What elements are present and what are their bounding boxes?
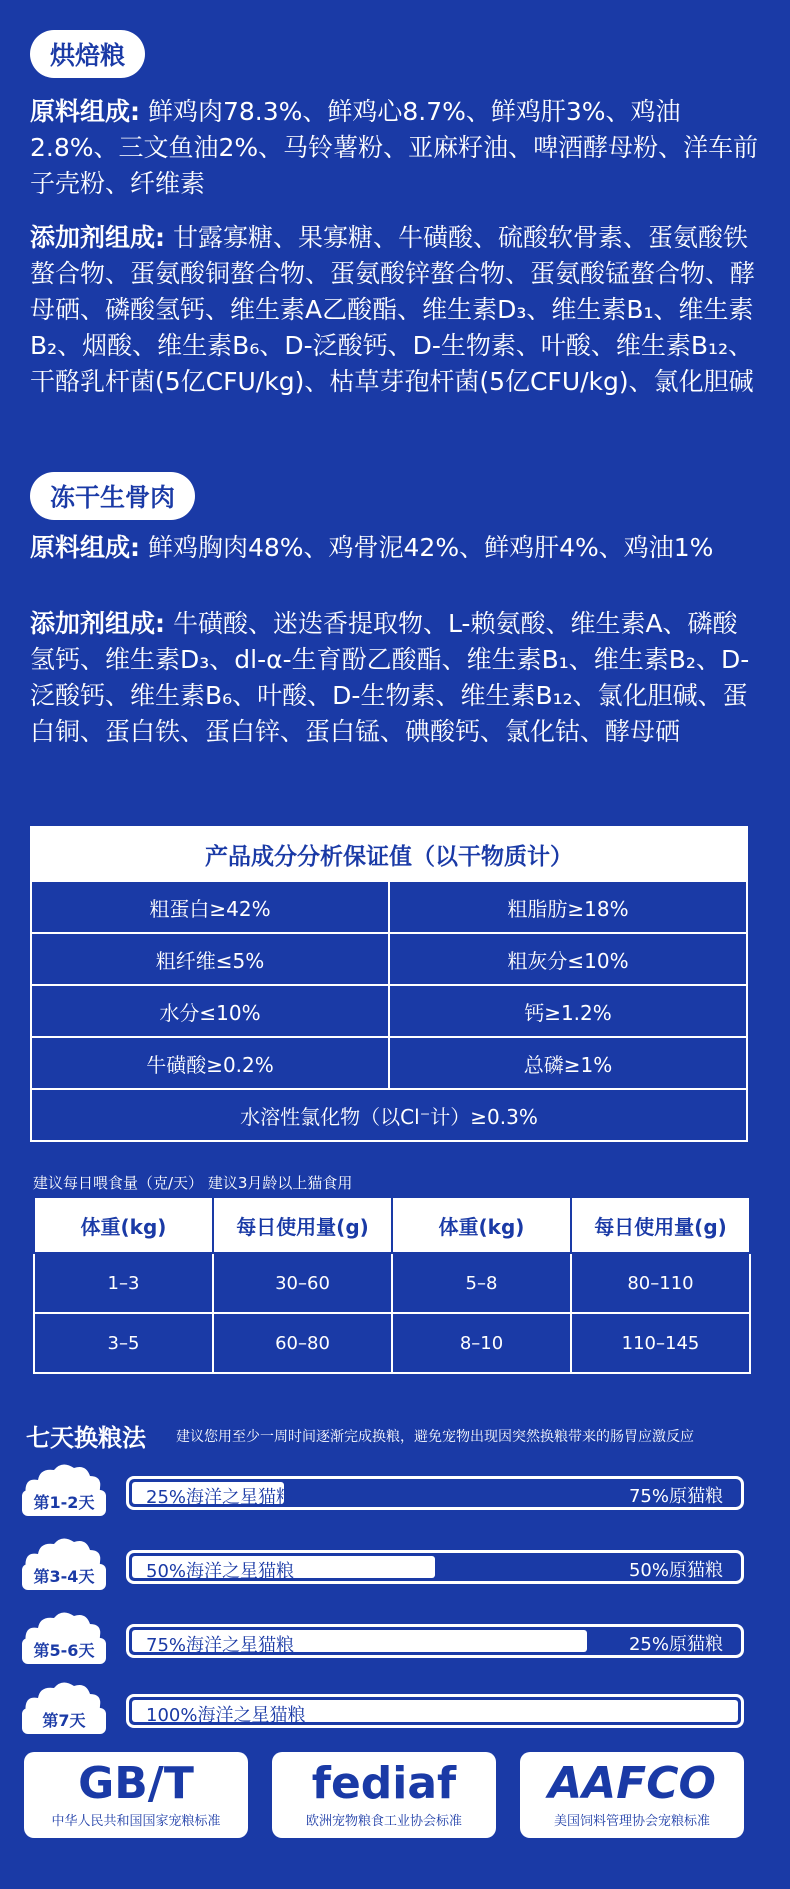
old-food-label: 50%原猫粮 [628,1560,723,1581]
feeding-col: 每日使用量(g) [571,1197,750,1253]
logo-mark: AAFCO [548,1758,716,1809]
logo-caption: 中华人民共和国国家宠粮标准 [51,1814,221,1829]
table-row [34,1313,750,1373]
new-food-label: 75%海洋之星猫粮 [146,1635,295,1656]
new-food-label: 50%海洋之星猫粮 [146,1561,295,1582]
gbt-logo [24,1752,248,1838]
table-row [34,1253,750,1313]
table-cell: 110–145 [571,1313,750,1373]
ratio-bar [126,1694,744,1728]
switch-title: 七天换粮法 [26,1424,146,1452]
table-row [31,881,747,933]
analysis-table [30,826,748,1142]
table-cell: 8–10 [392,1313,571,1373]
ratio-fill [132,1700,738,1726]
switch-row [20,1532,750,1592]
new-food-label: 100%海洋之星猫粮 [146,1705,306,1726]
new-food-label: 25%海洋之星猫粮 [146,1487,295,1508]
ratio-fill [132,1630,587,1656]
add-text: 甘露寡糖、果寡糖、牛磺酸、硫酸软骨素、蛋氨酸铁螯合物、蛋氨酸铜螯合物、蛋氨酸锌螯合物、蛋氨酸锰螯合物、酵母硒、磷酸氢钙、维生素A乙酸酯、维生素D₃、维生素B₁、维生素B₂、烟酸、维生素B₆、D-泛酸钙、D-生物素、叶酸、维生素B₁₂、干酪乳杆菌(5亿CFU/kg)、枯草芽孢杆菌(5亿CFU/kg)、氯化胆碱 [30,223,756,396]
section-pill-baked: 烘焙粮 [30,30,145,78]
table-cell: 1–3 [34,1253,213,1313]
table-cell: 总磷≥1% [389,1037,747,1089]
table-cell: 钙≥1.2% [389,985,747,1037]
table-cell: 水分≤10% [31,985,389,1037]
raw-label: 原料组成: [30,97,140,126]
logo-caption: 欧洲宠物粮食工业协会标准 [305,1814,462,1829]
day-label: 第1-2天 [22,1490,106,1516]
table-cell: 30–60 [213,1253,392,1313]
logo-caption: 美国饲料管理协会宠粮标准 [553,1814,710,1829]
switch-row [20,1458,750,1518]
table-row [31,1089,747,1141]
freeze-additives [30,606,760,750]
feeding-col: 每日使用量(g) [213,1197,392,1253]
baked-raw-ingredients [30,94,760,202]
add-text: 牛磺酸、迷迭香提取物、L-赖氨酸、维生素A、磷酸氢钙、维生素D₃、dl-α-生育酚乙酸酯、维生素B₁、维生素B₂、D-泛酸钙、维生素B₆、叶酸、D-生物素、维生素B₁₂、氯化胆碱、蛋白铜、蛋白铁、蛋白锌、蛋白锰、碘酸钙、氯化钴、酵母硒 [30,609,750,746]
feeding-table [33,1196,751,1374]
table-row [31,1037,747,1089]
ratio-fill [132,1556,435,1582]
ratio-bar [126,1476,744,1510]
ratio-bar [126,1624,744,1658]
raw-label: 原料组成: [30,533,140,562]
raw-text: 鲜鸡胸肉48%、鸡骨泥42%、鲜鸡肝4%、鸡油1% [140,533,714,562]
feeding-header: 建议每日喂食量（克/天） 建议3月龄以上猫食用 [33,1174,353,1192]
add-label: 添加剂组成: [30,223,165,252]
day-label: 第3-4天 [22,1564,106,1590]
table-row [31,933,747,985]
switch-row [20,1676,750,1736]
table-cell: 粗灰分≤10% [389,933,747,985]
table-cell: 水溶性氯化物（以Cl⁻计）≥0.3% [31,1089,747,1141]
analysis-title: 产品成分分析保证值（以干物质计） [31,827,747,881]
feeding-col: 体重(kg) [392,1197,571,1253]
logo-mark: fediaf [311,1758,457,1809]
aafco-logo [520,1752,744,1838]
old-food-label: 25%原猫粮 [628,1634,723,1655]
logo-mark: GB/T [78,1758,194,1809]
table-cell: 80–110 [571,1253,750,1313]
table-cell: 粗蛋白≥42% [31,881,389,933]
table-row [31,985,747,1037]
baked-additives [30,220,760,400]
ratio-bar [126,1550,744,1584]
table-cell: 粗脂肪≥18% [389,881,747,933]
table-cell: 5–8 [392,1253,571,1313]
switch-row [20,1606,750,1666]
table-cell: 牛磺酸≥0.2% [31,1037,389,1089]
day-label: 第7天 [22,1708,106,1734]
section-pill-freeze-dried: 冻干生骨肉 [30,472,195,520]
switch-description: 建议您用至少一周时间逐渐完成换粮，避免宠物出现因突然换粮带来的肠胃应激反应 [176,1429,694,1445]
fediaf-logo [272,1752,496,1838]
raw-text: 鲜鸡肉78.3%、鲜鸡心8.7%、鲜鸡肝3%、鸡油2.8%、三文鱼油2%、马铃薯粉、亚麻籽油、啤酒酵母粉、洋车前子壳粉、纤维素 [30,97,759,198]
table-cell: 60–80 [213,1313,392,1373]
ratio-fill [132,1482,295,1508]
add-label: 添加剂组成: [30,609,165,638]
old-food-label: 75%原猫粮 [628,1486,723,1507]
table-cell: 粗纤维≤5% [31,933,389,985]
day-label: 第5-6天 [22,1638,106,1664]
table-cell: 3–5 [34,1313,213,1373]
freeze-raw-ingredients [30,530,760,566]
feeding-col: 体重(kg) [34,1197,213,1253]
